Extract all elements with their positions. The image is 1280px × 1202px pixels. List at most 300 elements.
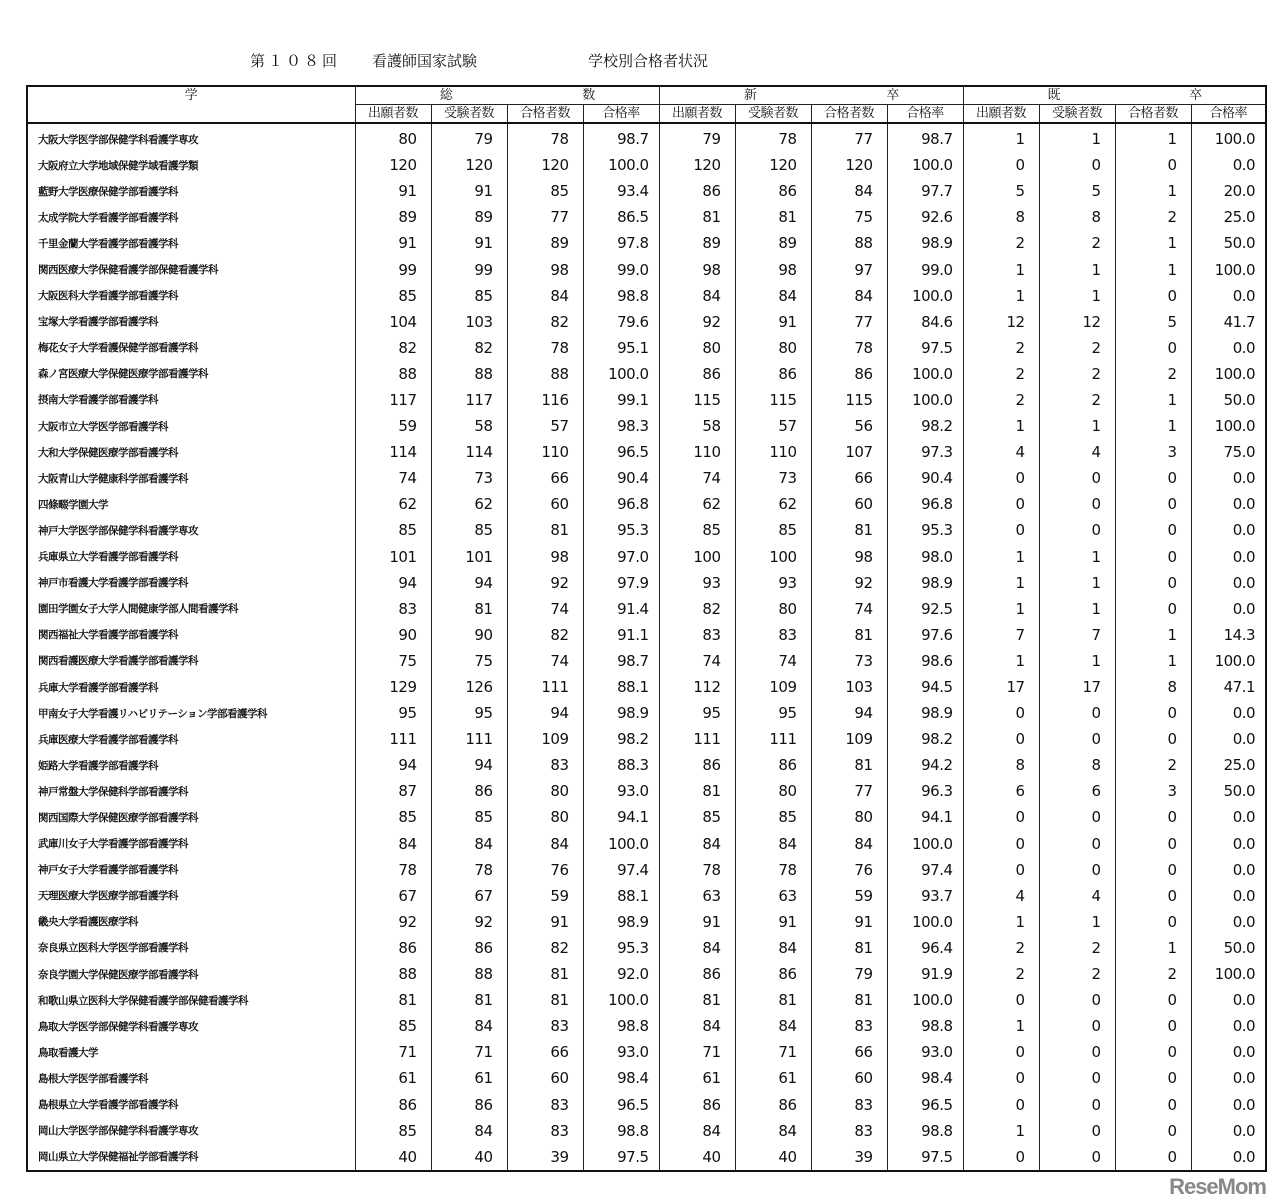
prev-applicants: 0 xyxy=(963,465,1039,491)
new-passed: 66 xyxy=(811,1039,887,1065)
total-examinees: 78 xyxy=(431,857,507,883)
prev-passed: 1 xyxy=(1115,123,1191,152)
total-examinees: 71 xyxy=(431,1039,507,1065)
new-passed: 91 xyxy=(811,909,887,935)
total-passed: 83 xyxy=(507,1091,583,1117)
new-passed: 81 xyxy=(811,987,887,1013)
new-examinees: 91 xyxy=(735,909,811,935)
prev-examinees: 1 xyxy=(1039,570,1115,596)
prev-applicants: 1 xyxy=(963,1013,1039,1039)
exam-name: 看護師国家試験 xyxy=(372,52,478,70)
prev-examinees: 0 xyxy=(1039,152,1115,178)
total-pass-rate: 99.0 xyxy=(583,256,659,282)
new-applicants: 84 xyxy=(659,831,735,857)
school-name: 大和大学保健医療学部看護学科 xyxy=(27,439,355,465)
school-name: 奈良県立医科大学医学部看護学科 xyxy=(27,935,355,961)
total-examinees: 84 xyxy=(431,1118,507,1144)
table-row xyxy=(27,935,1266,961)
total-applicants: 111 xyxy=(355,726,431,752)
column-header: 出願者数 xyxy=(963,105,1039,124)
new-applicants: 110 xyxy=(659,439,735,465)
total-applicants: 101 xyxy=(355,544,431,570)
total-passed: 39 xyxy=(507,1144,583,1171)
total-pass-rate: 88.3 xyxy=(583,752,659,778)
table-row xyxy=(27,1091,1266,1117)
prev-pass-rate: 0.0 xyxy=(1191,1065,1266,1091)
school-name: 神戸女子大学看護学部看護学科 xyxy=(27,857,355,883)
prev-applicants: 1 xyxy=(963,413,1039,439)
new-examinees: 109 xyxy=(735,674,811,700)
total-passed: 91 xyxy=(507,909,583,935)
table-body xyxy=(27,123,1266,1171)
new-passed: 103 xyxy=(811,674,887,700)
group-header-new-graduates: 新 卒 xyxy=(659,86,963,105)
school-name: 岡山県立大学保健福祉学部看護学科 xyxy=(27,1144,355,1171)
total-applicants: 95 xyxy=(355,700,431,726)
total-examinees: 81 xyxy=(431,987,507,1013)
total-passed: 84 xyxy=(507,831,583,857)
results-table xyxy=(26,85,1267,1172)
prev-passed: 3 xyxy=(1115,439,1191,465)
new-examinees: 81 xyxy=(735,987,811,1013)
total-examinees: 95 xyxy=(431,700,507,726)
prev-applicants: 0 xyxy=(963,1039,1039,1065)
total-pass-rate: 97.9 xyxy=(583,570,659,596)
new-pass-rate: 100.0 xyxy=(887,361,963,387)
prev-passed: 0 xyxy=(1115,1091,1191,1117)
total-applicants: 85 xyxy=(355,804,431,830)
column-header: 合格率 xyxy=(583,105,659,124)
prev-passed: 0 xyxy=(1115,726,1191,752)
prev-pass-rate: 0.0 xyxy=(1191,883,1266,909)
new-passed: 78 xyxy=(811,335,887,361)
prev-applicants: 2 xyxy=(963,961,1039,987)
total-passed: 111 xyxy=(507,674,583,700)
school-name: 梅花女子大学看護保健学部看護学科 xyxy=(27,335,355,361)
prev-passed: 0 xyxy=(1115,465,1191,491)
table-row xyxy=(27,1144,1266,1171)
prev-applicants: 0 xyxy=(963,804,1039,830)
prev-pass-rate: 20.0 xyxy=(1191,178,1266,204)
school-name: 大阪府立大学地域保健学域看護学類 xyxy=(27,152,355,178)
total-pass-rate: 88.1 xyxy=(583,883,659,909)
prev-examinees: 2 xyxy=(1039,230,1115,256)
new-pass-rate: 90.4 xyxy=(887,465,963,491)
total-examinees: 86 xyxy=(431,935,507,961)
new-applicants: 91 xyxy=(659,909,735,935)
table-row xyxy=(27,570,1266,596)
new-examinees: 86 xyxy=(735,961,811,987)
total-passed: 82 xyxy=(507,309,583,335)
table-row xyxy=(27,361,1266,387)
prev-examinees: 1 xyxy=(1039,648,1115,674)
new-examinees: 57 xyxy=(735,413,811,439)
total-pass-rate: 86.5 xyxy=(583,204,659,230)
prev-examinees: 0 xyxy=(1039,465,1115,491)
new-passed: 81 xyxy=(811,752,887,778)
total-passed: 82 xyxy=(507,622,583,648)
new-examinees: 80 xyxy=(735,335,811,361)
new-passed: 77 xyxy=(811,123,887,152)
prev-passed: 0 xyxy=(1115,883,1191,909)
prev-passed: 1 xyxy=(1115,648,1191,674)
prev-examinees: 1 xyxy=(1039,544,1115,570)
school-name: 大阪青山大学健康科学部看護学科 xyxy=(27,465,355,491)
group-header-row xyxy=(27,86,1266,105)
new-examinees: 84 xyxy=(735,1118,811,1144)
prev-applicants: 2 xyxy=(963,935,1039,961)
total-pass-rate: 99.1 xyxy=(583,387,659,413)
prev-examinees: 1 xyxy=(1039,283,1115,309)
table-row xyxy=(27,256,1266,282)
school-column-header: 学 xyxy=(27,86,355,123)
group-header-previous-graduates: 既 卒 xyxy=(963,86,1266,105)
new-passed: 84 xyxy=(811,178,887,204)
prev-passed: 1 xyxy=(1115,387,1191,413)
prev-examinees: 2 xyxy=(1039,361,1115,387)
total-applicants: 120 xyxy=(355,152,431,178)
prev-pass-rate: 100.0 xyxy=(1191,123,1266,152)
new-pass-rate: 94.2 xyxy=(887,752,963,778)
new-examinees: 78 xyxy=(735,123,811,152)
total-examinees: 40 xyxy=(431,1144,507,1171)
prev-passed: 2 xyxy=(1115,361,1191,387)
table-row xyxy=(27,1013,1266,1039)
table-row xyxy=(27,309,1266,335)
total-examinees: 111 xyxy=(431,726,507,752)
school-name: 大阪市立大学医学部看護学科 xyxy=(27,413,355,439)
school-name: 島根県立大学看護学部看護学科 xyxy=(27,1091,355,1117)
new-pass-rate: 96.8 xyxy=(887,491,963,517)
total-examinees: 81 xyxy=(431,596,507,622)
prev-pass-rate: 0.0 xyxy=(1191,909,1266,935)
prev-pass-rate: 100.0 xyxy=(1191,961,1266,987)
total-applicants: 88 xyxy=(355,961,431,987)
total-passed: 98 xyxy=(507,256,583,282)
column-header: 出願者数 xyxy=(659,105,735,124)
new-examinees: 63 xyxy=(735,883,811,909)
prev-applicants: 17 xyxy=(963,674,1039,700)
document-title xyxy=(0,50,1280,74)
total-pass-rate: 97.4 xyxy=(583,857,659,883)
new-applicants: 63 xyxy=(659,883,735,909)
total-pass-rate: 98.8 xyxy=(583,1118,659,1144)
new-applicants: 83 xyxy=(659,622,735,648)
column-header: 受験者数 xyxy=(1039,105,1115,124)
new-pass-rate: 98.2 xyxy=(887,413,963,439)
new-pass-rate: 93.0 xyxy=(887,1039,963,1065)
prev-passed: 2 xyxy=(1115,961,1191,987)
new-applicants: 84 xyxy=(659,1118,735,1144)
new-pass-rate: 96.4 xyxy=(887,935,963,961)
new-examinees: 85 xyxy=(735,804,811,830)
total-examinees: 86 xyxy=(431,1091,507,1117)
new-applicants: 84 xyxy=(659,935,735,961)
school-name: 神戸大学医学部保健学科看護学専攻 xyxy=(27,517,355,543)
new-applicants: 85 xyxy=(659,804,735,830)
total-applicants: 85 xyxy=(355,517,431,543)
new-passed: 107 xyxy=(811,439,887,465)
prev-passed: 1 xyxy=(1115,256,1191,282)
prev-passed: 0 xyxy=(1115,283,1191,309)
total-passed: 60 xyxy=(507,1065,583,1091)
prev-applicants: 1 xyxy=(963,283,1039,309)
new-passed: 80 xyxy=(811,804,887,830)
total-examinees: 84 xyxy=(431,1013,507,1039)
group-header-total: 総 数 xyxy=(355,86,659,105)
new-passed: 98 xyxy=(811,544,887,570)
school-name: 摂南大学看護学部看護学科 xyxy=(27,387,355,413)
new-passed: 81 xyxy=(811,622,887,648)
table-row xyxy=(27,178,1266,204)
prev-pass-rate: 0.0 xyxy=(1191,1144,1266,1171)
column-header: 合格者数 xyxy=(811,105,887,124)
prev-passed: 1 xyxy=(1115,230,1191,256)
prev-applicants: 2 xyxy=(963,361,1039,387)
total-applicants: 99 xyxy=(355,256,431,282)
prev-examinees: 0 xyxy=(1039,1065,1115,1091)
prev-applicants: 1 xyxy=(963,648,1039,674)
school-name: 関西国際大学保健医療学部看護学科 xyxy=(27,804,355,830)
prev-examinees: 4 xyxy=(1039,439,1115,465)
prev-passed: 2 xyxy=(1115,752,1191,778)
table-row xyxy=(27,1039,1266,1065)
prev-pass-rate: 41.7 xyxy=(1191,309,1266,335)
prev-pass-rate: 0.0 xyxy=(1191,283,1266,309)
prev-passed: 0 xyxy=(1115,1013,1191,1039)
new-applicants: 95 xyxy=(659,700,735,726)
total-applicants: 91 xyxy=(355,178,431,204)
prev-pass-rate: 0.0 xyxy=(1191,491,1266,517)
new-pass-rate: 94.5 xyxy=(887,674,963,700)
prev-pass-rate: 100.0 xyxy=(1191,413,1266,439)
new-applicants: 61 xyxy=(659,1065,735,1091)
table-row xyxy=(27,883,1266,909)
prev-pass-rate: 0.0 xyxy=(1191,335,1266,361)
total-applicants: 88 xyxy=(355,361,431,387)
total-pass-rate: 88.1 xyxy=(583,674,659,700)
prev-passed: 0 xyxy=(1115,1144,1191,1171)
new-pass-rate: 98.7 xyxy=(887,123,963,152)
new-examinees: 111 xyxy=(735,726,811,752)
school-name: 兵庫医療大学看護学部看護学科 xyxy=(27,726,355,752)
new-pass-rate: 98.0 xyxy=(887,544,963,570)
new-examinees: 98 xyxy=(735,256,811,282)
new-examinees: 110 xyxy=(735,439,811,465)
new-examinees: 100 xyxy=(735,544,811,570)
new-applicants: 79 xyxy=(659,123,735,152)
new-examinees: 84 xyxy=(735,1013,811,1039)
new-applicants: 86 xyxy=(659,1091,735,1117)
table-row xyxy=(27,778,1266,804)
new-passed: 81 xyxy=(811,935,887,961)
total-examinees: 58 xyxy=(431,413,507,439)
table-row xyxy=(27,752,1266,778)
new-pass-rate: 100.0 xyxy=(887,283,963,309)
table-row xyxy=(27,987,1266,1013)
prev-applicants: 8 xyxy=(963,204,1039,230)
new-applicants: 93 xyxy=(659,570,735,596)
total-examinees: 82 xyxy=(431,335,507,361)
prev-pass-rate: 25.0 xyxy=(1191,204,1266,230)
prev-examinees: 2 xyxy=(1039,387,1115,413)
new-examinees: 74 xyxy=(735,648,811,674)
new-passed: 97 xyxy=(811,256,887,282)
total-applicants: 75 xyxy=(355,648,431,674)
new-applicants: 84 xyxy=(659,283,735,309)
total-pass-rate: 96.5 xyxy=(583,439,659,465)
prev-applicants: 12 xyxy=(963,309,1039,335)
total-applicants: 78 xyxy=(355,857,431,883)
prev-applicants: 0 xyxy=(963,1144,1039,1171)
prev-examinees: 8 xyxy=(1039,752,1115,778)
new-passed: 73 xyxy=(811,648,887,674)
prev-examinees: 0 xyxy=(1039,857,1115,883)
total-pass-rate: 93.0 xyxy=(583,778,659,804)
column-header: 受験者数 xyxy=(735,105,811,124)
table-row xyxy=(27,230,1266,256)
prev-pass-rate: 0.0 xyxy=(1191,152,1266,178)
prev-pass-rate: 0.0 xyxy=(1191,1013,1266,1039)
total-applicants: 40 xyxy=(355,1144,431,1171)
table-row xyxy=(27,123,1266,152)
new-examinees: 61 xyxy=(735,1065,811,1091)
total-pass-rate: 79.6 xyxy=(583,309,659,335)
total-passed: 92 xyxy=(507,570,583,596)
prev-pass-rate: 75.0 xyxy=(1191,439,1266,465)
total-pass-rate: 98.7 xyxy=(583,123,659,152)
total-applicants: 85 xyxy=(355,1118,431,1144)
table-row xyxy=(27,283,1266,309)
new-applicants: 100 xyxy=(659,544,735,570)
school-name: 千里金蘭大学看護学部看護学科 xyxy=(27,230,355,256)
prev-pass-rate: 0.0 xyxy=(1191,465,1266,491)
prev-applicants: 0 xyxy=(963,726,1039,752)
school-name: 鳥取看護大学 xyxy=(27,1039,355,1065)
new-pass-rate: 100.0 xyxy=(887,987,963,1013)
total-passed: 83 xyxy=(507,752,583,778)
school-name: 天理医療大学医療学部看護学科 xyxy=(27,883,355,909)
school-name: 甲南女子大学看護リハビリテーション学部看護学科 xyxy=(27,700,355,726)
school-name: 兵庫大学看護学部看護学科 xyxy=(27,674,355,700)
total-passed: 94 xyxy=(507,700,583,726)
new-pass-rate: 96.5 xyxy=(887,1091,963,1117)
prev-pass-rate: 0.0 xyxy=(1191,700,1266,726)
new-examinees: 80 xyxy=(735,778,811,804)
new-pass-rate: 96.3 xyxy=(887,778,963,804)
prev-passed: 1 xyxy=(1115,413,1191,439)
prev-applicants: 2 xyxy=(963,387,1039,413)
total-examinees: 86 xyxy=(431,778,507,804)
total-examinees: 99 xyxy=(431,256,507,282)
total-applicants: 90 xyxy=(355,622,431,648)
new-passed: 84 xyxy=(811,831,887,857)
total-applicants: 114 xyxy=(355,439,431,465)
prev-passed: 1 xyxy=(1115,178,1191,204)
prev-passed: 0 xyxy=(1115,700,1191,726)
new-pass-rate: 98.9 xyxy=(887,570,963,596)
column-header: 出願者数 xyxy=(355,105,431,124)
total-passed: 82 xyxy=(507,935,583,961)
prev-examinees: 1 xyxy=(1039,413,1115,439)
prev-pass-rate: 0.0 xyxy=(1191,831,1266,857)
prev-applicants: 1 xyxy=(963,123,1039,152)
prev-examinees: 6 xyxy=(1039,778,1115,804)
prev-passed: 0 xyxy=(1115,1118,1191,1144)
new-applicants: 85 xyxy=(659,517,735,543)
prev-pass-rate: 0.0 xyxy=(1191,804,1266,830)
total-passed: 88 xyxy=(507,361,583,387)
total-applicants: 84 xyxy=(355,831,431,857)
school-name: 大阪医科大学看護学部看護学科 xyxy=(27,283,355,309)
prev-pass-rate: 0.0 xyxy=(1191,726,1266,752)
prev-applicants: 7 xyxy=(963,622,1039,648)
total-pass-rate: 90.4 xyxy=(583,465,659,491)
new-applicants: 74 xyxy=(659,648,735,674)
new-examinees: 95 xyxy=(735,700,811,726)
new-passed: 120 xyxy=(811,152,887,178)
new-applicants: 86 xyxy=(659,361,735,387)
total-pass-rate: 93.0 xyxy=(583,1039,659,1065)
prev-applicants: 1 xyxy=(963,1118,1039,1144)
total-pass-rate: 98.9 xyxy=(583,909,659,935)
prev-passed: 0 xyxy=(1115,152,1191,178)
prev-examinees: 2 xyxy=(1039,935,1115,961)
table-row xyxy=(27,961,1266,987)
prev-examinees: 1 xyxy=(1039,596,1115,622)
total-passed: 74 xyxy=(507,648,583,674)
new-pass-rate: 98.4 xyxy=(887,1065,963,1091)
prev-passed: 0 xyxy=(1115,804,1191,830)
school-name: 太成学院大学看護学部看護学科 xyxy=(27,204,355,230)
total-applicants: 92 xyxy=(355,909,431,935)
prev-examinees: 4 xyxy=(1039,883,1115,909)
prev-applicants: 0 xyxy=(963,857,1039,883)
school-name: 関西看護医療大学看護学部看護学科 xyxy=(27,648,355,674)
new-pass-rate: 98.2 xyxy=(887,726,963,752)
column-header: 合格率 xyxy=(1191,105,1266,124)
total-examinees: 89 xyxy=(431,204,507,230)
total-examinees: 94 xyxy=(431,752,507,778)
new-pass-rate: 98.8 xyxy=(887,1013,963,1039)
total-applicants: 85 xyxy=(355,1013,431,1039)
prev-examinees: 0 xyxy=(1039,1013,1115,1039)
prev-passed: 1 xyxy=(1115,935,1191,961)
total-applicants: 104 xyxy=(355,309,431,335)
school-name: 森ノ宮医療大学保健医療学部看護学科 xyxy=(27,361,355,387)
new-pass-rate: 92.5 xyxy=(887,596,963,622)
prev-applicants: 1 xyxy=(963,544,1039,570)
new-examinees: 86 xyxy=(735,1091,811,1117)
table-row xyxy=(27,804,1266,830)
total-pass-rate: 96.5 xyxy=(583,1091,659,1117)
new-passed: 109 xyxy=(811,726,887,752)
school-name: 宝塚大学看護学部看護学科 xyxy=(27,309,355,335)
prev-applicants: 0 xyxy=(963,987,1039,1013)
table-row xyxy=(27,831,1266,857)
total-passed: 66 xyxy=(507,1039,583,1065)
prev-passed: 8 xyxy=(1115,674,1191,700)
new-pass-rate: 97.3 xyxy=(887,439,963,465)
total-pass-rate: 95.1 xyxy=(583,335,659,361)
total-applicants: 81 xyxy=(355,987,431,1013)
total-examinees: 85 xyxy=(431,804,507,830)
total-applicants: 62 xyxy=(355,491,431,517)
new-passed: 81 xyxy=(811,517,887,543)
prev-examinees: 0 xyxy=(1039,1039,1115,1065)
prev-pass-rate: 0.0 xyxy=(1191,987,1266,1013)
table-row xyxy=(27,413,1266,439)
